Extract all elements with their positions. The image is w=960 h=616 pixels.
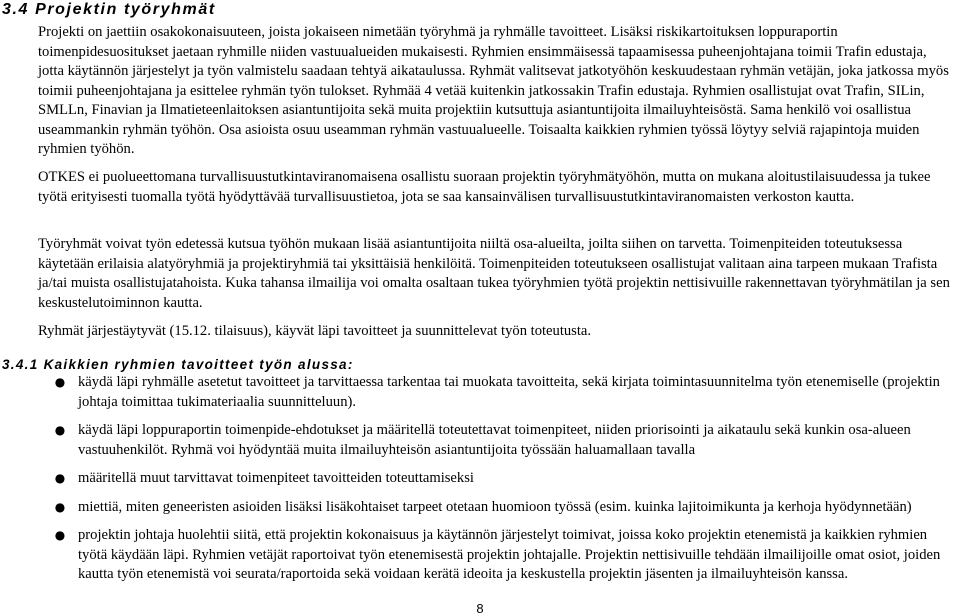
list-item-text: määritellä muut tarvittavat toimenpiteet tavoitteiden toteuttamiseksi	[78, 470, 474, 486]
paragraph-experts: Työryhmät voivat työn edetessä kutsua työhön mukaan lisää asiantuntijoita niiltä osa-alueilta, joilta siihen on tarvetta. Toimenpiteiden toteutuksessa käytetään erilaisia alatyöryhmiä ja projektiryhmiä tai yksittäisiä henkilöitä. Toimenpiteiden toteutukseen osallistujat valitaan aina tarpeen mukaan Trafista ja/tai muista osallistujatahoista. Kuka tahansa ilmailija voi omalta osaltaan tukea työryhmien työtä projektin nettisivuille rakennettavan työryhmätilan ja sen keskustelutoiminnon kautta.	[38, 236, 950, 311]
goals-list	[0, 373, 954, 594]
bullet-icon: ●	[54, 375, 66, 389]
list-item-text: käydä läpi loppuraportin toimenpide-ehdotukset ja määritellä toteutettavat toimenpiteet, niiden priorisointi ja aikataulu sekä kunkin osa-alueen vastuuhenkilöt. Ryhmä voi hyödyntää muita ilmailuyhteisön asiantuntijoita työssään haluamallaan tavalla	[78, 422, 911, 458]
bullet-icon: ●	[54, 499, 66, 514]
bullet-icon: ●	[54, 423, 66, 437]
bullet-icon: ●	[54, 471, 66, 485]
list-item-text: miettiä, miten geneeristen asioiden lisäksi lisäkohtaiset tarpeet otetaan huomioon työssä (esim. kuinka lajitoimikunta ja kerhoja hyödynnetään)	[78, 498, 912, 515]
list-item	[0, 469, 954, 489]
list-item	[0, 526, 954, 585]
list-item-text: käydä läpi ryhmälle asetetut tavoitteet ja tarvittaessa tarkentaa tai muokata tavoitteita, sekä kirjata toimintasuunnitelma työn etenemiselle (projektin johtaja toimittaa tukimateriaalia suunnitteluun).	[78, 374, 940, 410]
section-heading: 3.4 Projektin työryhmät	[2, 1, 216, 18]
subsection-heading: 3.4.1 Kaikkien ryhmien tavoitteet työn alussa:	[2, 357, 354, 372]
paragraph-working-groups: Projekti on jaettiin osakokonaisuuteen, joista jokaiseen nimetään työryhmä ja ryhmälle tavoitteet. Lisäksi riskikartoituksen loppuraportin toimenpidesuositukset jaetaan ryhmille niiden vastuualueiden mukaisesti. Ryhmien ensimmäisessä tapaamisessa puheenjohtajana toimii Trafin edustaja, jotta käytännön järjestelyt ja työn valmistelu saadaan tehtyä aikataulussa. Ryhmät valitsevat jatkotyöhön keskuudestaan ryhmän vetäjän, joka jatkossa myös toimii puheenjohtajana ja esittelee ryhmän työn tulokset. Ryhmää 4 vetää kuitenkin jatkossakin Trafin edustaja. Ryhmien osallistujat ovat Trafin, SILin, SMLLn, Finavian ja Ilmatieteenlaitoksen asiantuntijoita sekä muita projektiin kutsuttuja asiantuntijoita ilmailuyhteisöstä. Sama henkilö voi osallistua useammankin ryhmän työhön. Osa asioista osuu useamman ryhmän vastuualueelle. Toisaalta kaikkien ryhmien työssä löytyy selviä rajapintoja muiden ryhmien työhön.	[38, 24, 949, 157]
list-item-text: projektin johtaja huolehtii siitä, että projektin kokonaisuus ja käytännön järjestelyt toimivat, joissa koko projektin etenemistä ja kaikkien ryhmien työtä käydään läpi. Ryhmien vetäjät raportoivat työn etenemisestä projektin johtajalle. Projektin nettisivuille tehdään ilmailijoille omat osiot, joiden kautta työn etenemistä voi seurata/raportoida sekä voidaan kerätä ideoita ja keskustella projektin jäsenten ja ilmailuyhteisön kanssa.	[78, 527, 941, 582]
page-number: 8	[476, 601, 484, 616]
paragraph-organizing: Ryhmät järjestäytyvät (15.12. tilaisuus), käyvät läpi tavoitteet ja suunnittelevat työn toteutusta.	[38, 323, 592, 339]
list-item	[0, 421, 954, 460]
paragraph-otkes: OTKES ei puolueettomana turvallisuustutkintaviranomaisena osallistu suoraan projektin työryhmätyöhön, mutta on mukana aloitustilaisuudessa ja tukee työtä erityisesti tuomalla työtä hyödyttävää turvallisuustietoa, jota se saa kansainvälisen turvallisuustutkintaviranomaisten verkoston kautta.	[38, 169, 931, 205]
list-item	[0, 498, 954, 518]
bullet-icon: ●	[54, 528, 66, 542]
list-item	[0, 373, 954, 412]
